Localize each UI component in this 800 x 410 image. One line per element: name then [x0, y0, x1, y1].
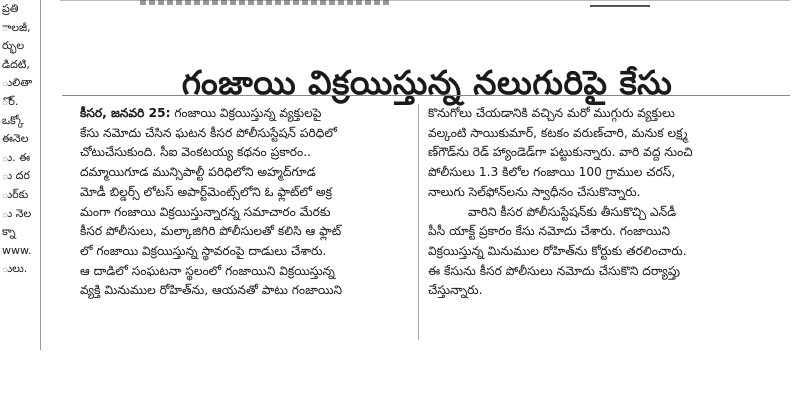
side-fragment: ుర్‌కు — [2, 187, 29, 201]
article-line: కొనుగోలు చేయడానికి వచ్చిన మరో ముగ్గురు వ్యక్తులు — [428, 106, 675, 120]
cropped-rule — [590, 0, 650, 7]
article-text: గంజాయి విక్రయిస్తున్న వ్యక్తులపై — [170, 106, 322, 120]
side-fragment: ు నెల — [2, 206, 32, 220]
side-fragment: ఈనెల — [2, 132, 29, 146]
adjacent-article-fragment — [0, 0, 41, 350]
article-line: మోడీ బిల్డర్స్ లోటస్ అపార్ట్‌మెంట్స్‌లోని ఓ ఫ్లాట్‌లో అక్ర — [80, 184, 332, 199]
article-line — [80, 104, 410, 124]
article-line: దమ్మాయిగూడ మున్సిపాల్టీ పరిధిలోని అహ్మద్‌గూడ — [80, 165, 316, 180]
article-line: నాలుగు సెల్‌ఫోన్‌లను స్వాధీనం చేసుకొన్నారు. — [428, 184, 641, 199]
side-fragment: ులితా — [2, 76, 33, 90]
article-line: చోటుచేసుకుంది. సీఐ వెంకటయ్య కథనం ప్రకారం.. — [80, 145, 311, 160]
side-fragment: www. — [2, 243, 32, 257]
cropped-text-smudge — [140, 0, 390, 5]
dateline: కీసర, జనవరి 25: — [80, 106, 171, 120]
side-fragment: క్నా — [2, 225, 16, 239]
article-column-1 — [80, 104, 410, 344]
article-line: కీసర పోలీసులు, మల్కాజిగిరి పోలీసులతో కలిసి ఆ ఫ్లాట్ — [80, 224, 342, 239]
side-fragment: ప్రతి — [2, 2, 19, 15]
article-line: వల్కంటి సాయికుమార్, కటకం వరుణ్‌చారి, మనుక లక్ష్మ — [428, 125, 688, 140]
side-fragment: ులు. — [2, 262, 28, 276]
side-fragment: ఒక్కో — [2, 113, 24, 127]
side-fragment: ు దర — [2, 169, 30, 183]
article-headline: గంజాయి విక్రయిస్తున్న నలుగురిపై కేసు — [181, 63, 673, 103]
cropped-previous-text — [60, 0, 790, 9]
article-line: ణ్‌గౌడ్‌ను రెడ్ హ్యాండెడ్‌గా పట్టుకున్నారు. వారి వద్ద నుంచి — [428, 145, 693, 160]
side-fragment: ర్భుల — [2, 39, 25, 53]
article-line: వ్యక్తి మినుముల రోహిత్‌ను, ఆయనతో పాటు గంజాయిని — [80, 283, 343, 298]
article-line: పోలీసులు 1.3 కిలోల గంజాయి 100 గ్రాముల చరస్, — [428, 165, 676, 180]
side-fragment: ాలజీ, — [2, 20, 31, 34]
article-line: పీసీ యాక్ట్ ప్రకారం కేసు నమోదు చేశారు. గంజాయిని — [428, 224, 671, 239]
article-line: ఆ దాడిలో సంఘటనా స్థలంలో గంజాయిని విక్రయిస్తున్న — [80, 263, 335, 278]
article-line: మంగా గంజాయి విక్రయిస్తున్నారన్న సమాచారం మేరకు — [80, 204, 331, 219]
article-column-2 — [428, 104, 788, 344]
column-divider — [418, 104, 419, 340]
article-line: చేస్తున్నారు. — [428, 283, 483, 298]
article-line: లో గంజాయి విక్రయిస్తున్న స్థావరంపై దాడులు చేశారు. — [80, 243, 327, 258]
article-line: విక్రయిస్తున్న మినుముల రోహిత్‌ను కోర్టుకు తరలించారు. — [428, 243, 687, 258]
article-line: వారిని కీసర పోలీసుస్టేషన్‌కు తీసుకొచ్చి ఎన్‌డీ — [468, 204, 677, 219]
side-fragment: ు. ఈ — [2, 150, 31, 164]
side-fragment: డిదటి, — [2, 57, 30, 71]
side-fragment: ొర్‌. — [2, 94, 19, 108]
article-line: ఈ కేసును కీసర పోలీసులు నమోదు చేసుకొని దర్యాప్తు — [428, 263, 681, 278]
article-line: కేసు నమోదు చేసిన ఘటన కీసర పోలీసుస్టేషన్ పరిధిలో — [80, 125, 337, 140]
headline-divider — [62, 95, 790, 96]
